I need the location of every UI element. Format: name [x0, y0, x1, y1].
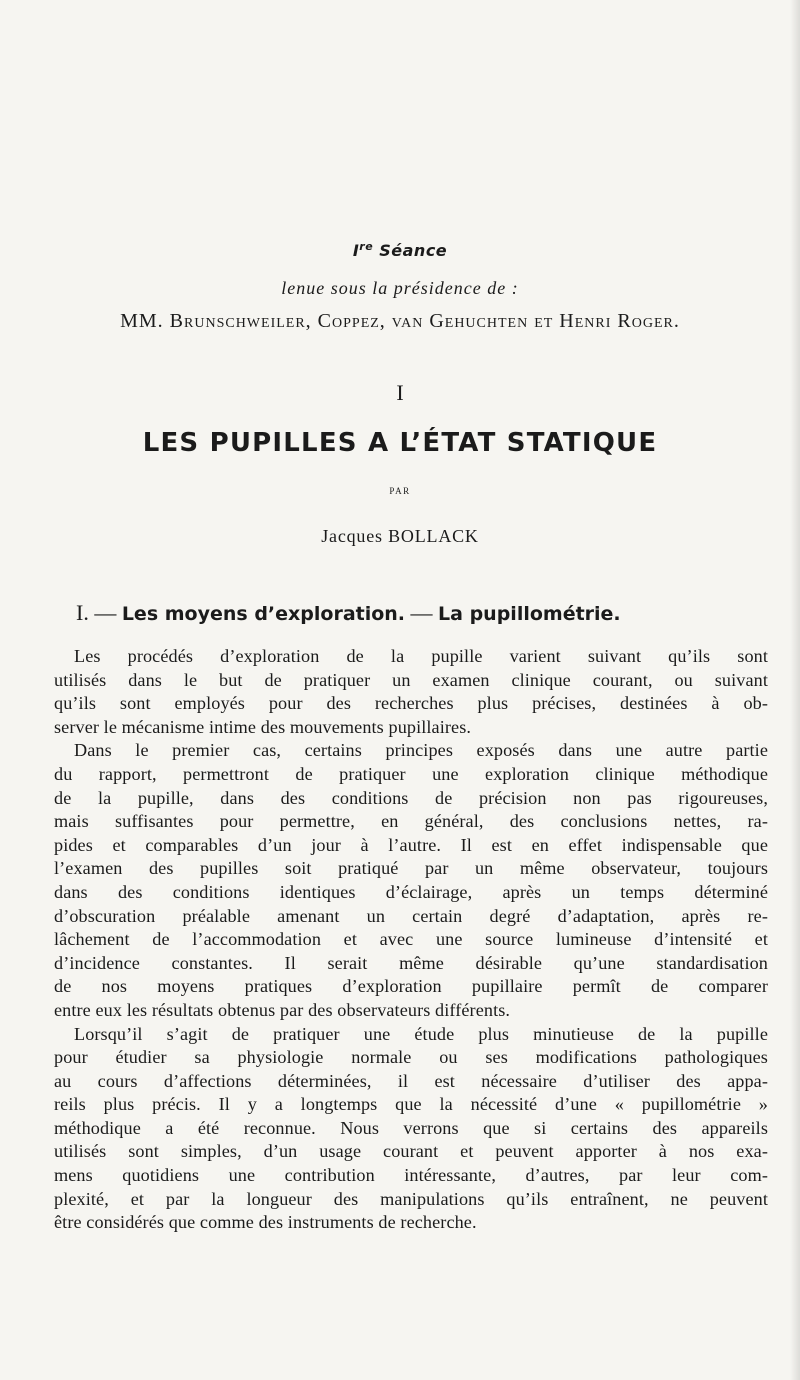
body-line: pour étudier sa physiologie normale ou ses modifications pathologiques	[54, 1047, 768, 1068]
body-line: plexité, et par la longueur des manipulations qu’ils entraînent, ne peuvent	[54, 1188, 768, 1209]
par-label: PAR	[389, 486, 411, 496]
presidence-line: lenue sous la présidence de :	[281, 278, 519, 298]
body-line: Lorsqu’il s’agit de pratiquer une étude plus minutieuse de la pupille	[74, 1023, 768, 1044]
body-line: Les procédés d’exploration de la pupille varient suivant qu’ils sont	[74, 646, 768, 666]
body-line: qu’ils sont employés pour des recherches plus précises, destinées à ob-	[54, 693, 768, 714]
body-line: server le mécanisme intime des mouvements pupillaires.	[54, 716, 472, 737]
seance-label	[0, 240, 800, 260]
body-line: d’incidence constantes. Il serait même désirable qu’une standardisation	[54, 952, 768, 973]
members-line: MM. Brunschweiler, Coppez, van Gehuchten et Henri Roger.	[120, 310, 680, 332]
body-line: mais suffisantes pour permettre, en général, des conclusions nettes, ra-	[54, 811, 768, 832]
body-line: mens quotidiens une contribution intéressante, d’autres, par leur com-	[54, 1165, 768, 1186]
body-line: au cours d’affections déterminées, il est nécessaire d’utiliser des appa-	[54, 1070, 768, 1091]
body-line: entre eux les résultats obtenus par des observateurs différents.	[54, 999, 511, 1020]
body-line: de nos moyens pratiques d’exploration pupillaire permît de comparer	[54, 976, 768, 997]
section-heading	[76, 600, 756, 626]
section-title-part2: La pupillométrie.	[438, 603, 621, 625]
section-dash: —	[410, 600, 433, 625]
body-line: pides et comparables d’un jour à l’autre. Il est en effet indispensable que	[54, 834, 768, 855]
seance-word: Séance	[379, 241, 448, 260]
section-number: I. —	[76, 600, 117, 625]
body-line: être considérés que comme des instruments de recherche.	[54, 1212, 477, 1233]
seance-ordinal: Ire	[352, 240, 374, 260]
chapter-title: LES PUPILLES A L’ÉTAT STATIQUE	[142, 428, 658, 458]
body-line: reils plus précis. Il y a longtemps que la nécessité d’une « pupillométrie »	[54, 1094, 768, 1115]
body-line: de la pupille, dans des conditions de précision non pas rigoureuses,	[54, 787, 768, 808]
body-line: méthodique a été reconnue. Nous verrons que si certains des appareils	[54, 1117, 768, 1138]
page-edge-shadow	[790, 0, 800, 1380]
section-title-part1: Les moyens d’exploration.	[121, 603, 406, 625]
body-line: utilisés sont simples, d’un usage courant et peuvent apporter à nos exa-	[54, 1141, 768, 1162]
body-line: utilisés dans le but de pratiquer un examen clinique courant, ou suivant	[54, 669, 768, 690]
body-line: Dans le premier cas, certains principes exposés dans une autre partie	[74, 740, 768, 761]
body-line: d’obscuration préalable amenant un certain degré d’adaptation, après re-	[54, 905, 768, 926]
author-name: Jacques BOLLACK	[321, 526, 479, 546]
chapter-number: I	[396, 380, 404, 405]
body-line: dans des conditions identiques d’éclairage, après un temps déterminé	[54, 881, 768, 902]
seance-ordinal-sup: re	[359, 240, 374, 253]
body-line: du rapport, permettront de pratiquer une exploration clinique méthodique	[54, 763, 768, 784]
body-line: l’examen des pupilles soit pratiqué par un même observateur, toujours	[54, 858, 768, 879]
body-line: lâchement de l’accommodation et avec une source lumineuse d’intensité et	[54, 929, 768, 950]
body-text	[54, 645, 768, 1235]
